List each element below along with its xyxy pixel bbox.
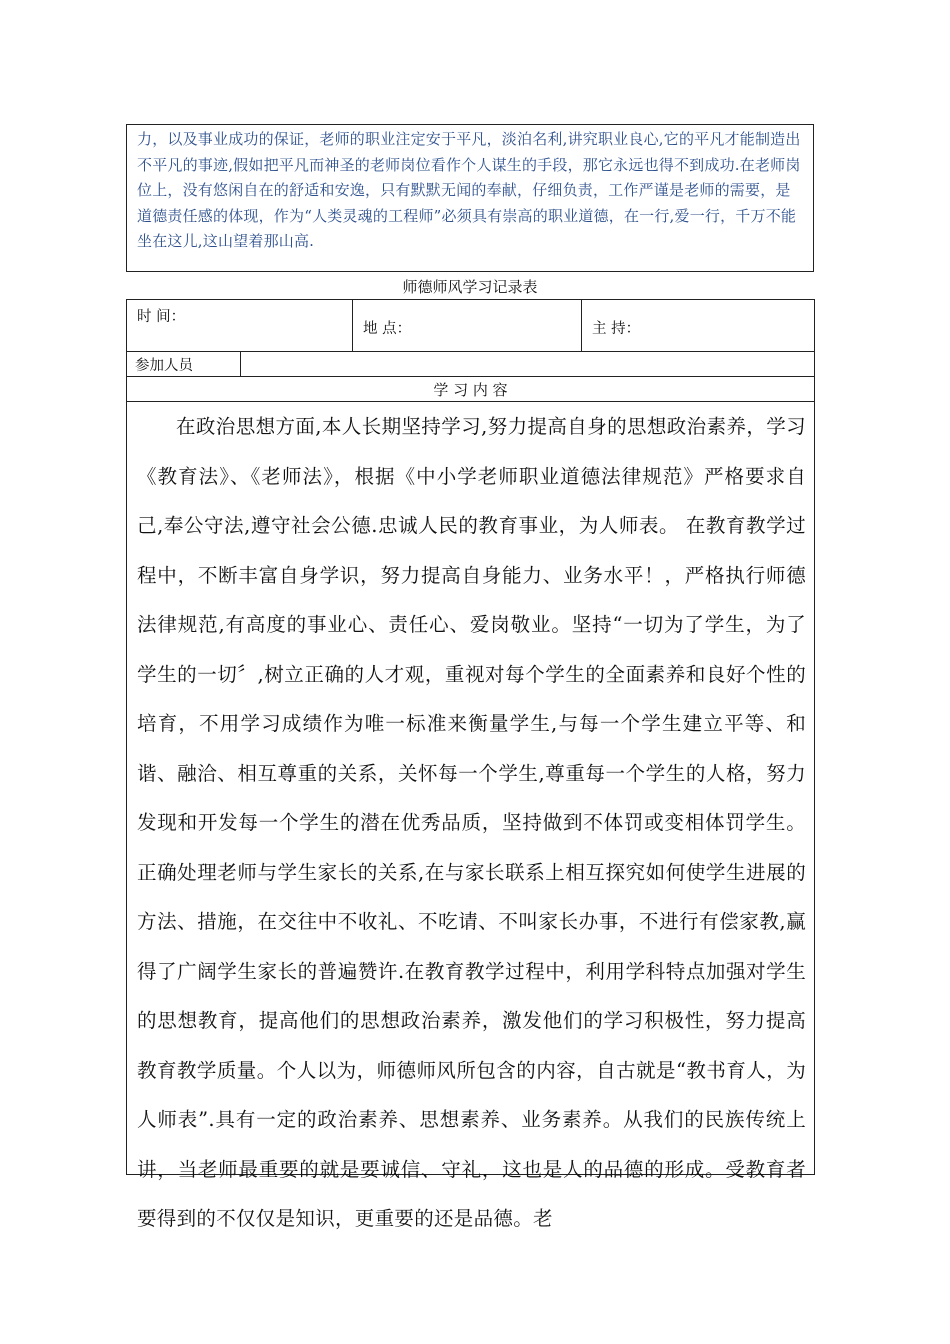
place-cell — [352, 300, 581, 351]
participants-value-cell — [240, 351, 814, 376]
host-label: 主 持： — [592, 321, 641, 337]
time-label: 时 间： — [137, 309, 186, 325]
previous-page-text-box — [126, 124, 814, 272]
participants-label-cell — [127, 351, 240, 376]
host-cell — [581, 300, 814, 351]
time-cell — [127, 300, 352, 351]
place-label: 地 点： — [363, 321, 412, 337]
study-content-text: 在政治思想方面,本人长期坚持学习,努力提高自身的思想政治素养，学习《教育法》、《老师法》，根据《中小学老师职业道德法律规范》严格要求自己,奉公守法,遵守社会公德.忠诚人民的教育事业，为人师表。 在教育教学过程中，不断丰富自身学识，努力提高自身能力、业务水平！，严格执行师德法律规范,有高度的事业心、责任心、爱岗敬业。坚持“一切为了学生，为了学生的一切〞,树立正确的人才观，重视对每个学生的全面素养和良好个性的培育，不用学习成绩作为唯一标准来衡量学生,与每一个学生建立平等、和谐、融洽、相互尊重的关系，关怀每一个学生,尊重每一个学生的人格，努力发现和开发每一个学生的潜在优秀品质，坚持做到不体罚或变相体罚学生。正确处理老师与学生家长的关系,在与家长联系上相互探究如何使学生进展的方法、措施，在交往中不收礼、不吃请、不叫家长办事，不进行有偿家教,赢得了广阔学生家长的普遍赞许.在教育教学过程中，利用学科特点加强对学生的思想教育，提高他们的思想政治素养，激发他们的学习积极性，努力提高教育教学质量。个人以为，师德师风所包含的内容，自古就是“教书育人，为人师表”.具有一定的政治素养、思想素养、业务素养。从我们的民族传统上讲，当老师最重要的就是要诚信、守礼，这也是人的品德的形成。受教育者要得到的不仅仅是知识，更重要的还是品德。老 — [137, 415, 806, 1230]
content-header-row — [127, 376, 814, 402]
participants-row — [127, 351, 814, 377]
table-title: 师德师风学习记录表 — [402, 278, 538, 296]
header-row — [127, 300, 814, 352]
top-paragraph: 力，以及事业成功的保证，老师的职业注定安于平凡，淡泊名利,讲究职业良心,它的平凡才能制造出不平凡的事迹,假如把平凡而神圣的老师岗位看作个人谋生的手段，那它永远也得不到成功.在老师岗位上，没有悠闲自在的舒适和安逸，只有默默无闻的奉献，仔细负责，工作严谨是老师的需要，是道德责任感的体现，作为“人类灵魂的工程师”必须具有崇高的职业道德，在一行,爱一行，千万不能坐在这儿,这山望着那山高. — [137, 130, 801, 250]
study-content-cell — [127, 402, 814, 1230]
content-header: 学 习 内 容 — [433, 381, 508, 399]
study-record-table — [126, 299, 815, 1230]
participants-label: 参加人员 — [135, 358, 193, 374]
